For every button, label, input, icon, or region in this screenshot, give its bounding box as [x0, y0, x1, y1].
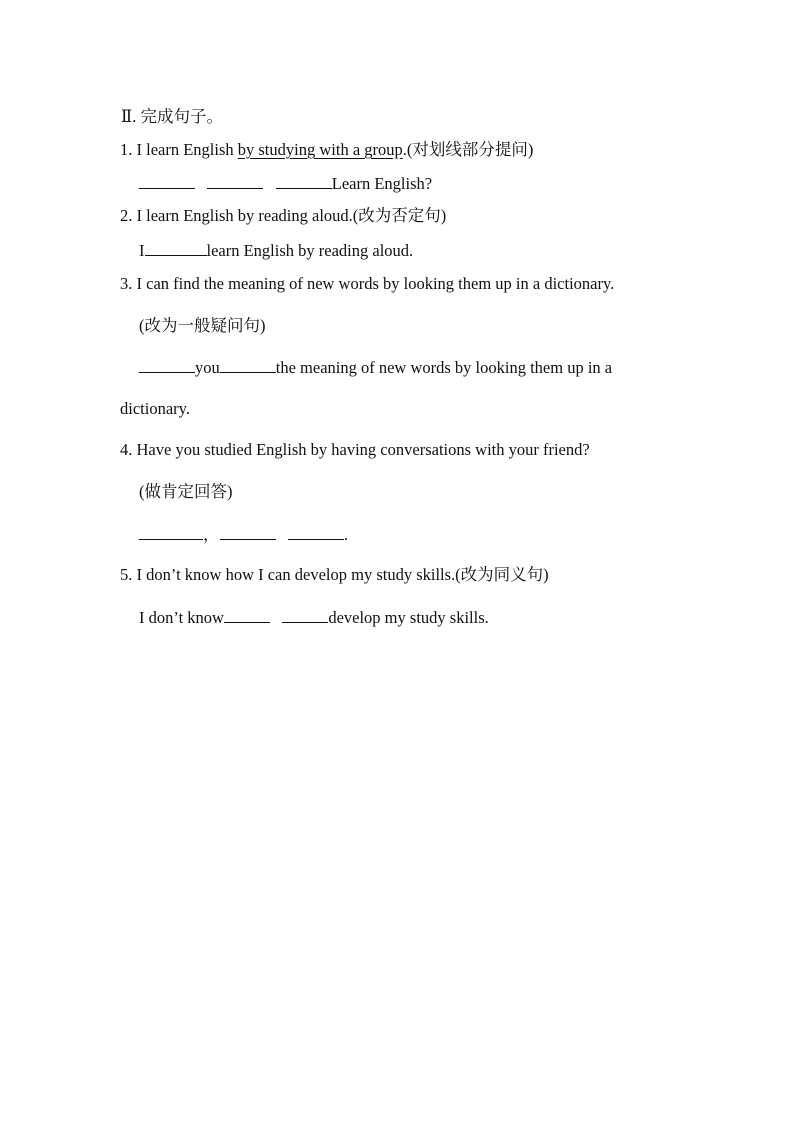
- question-3-text: I can find the meaning of new words by looking them up in a dictionary.: [136, 274, 615, 293]
- question-5-answer: [139, 606, 489, 629]
- answer-blank[interactable]: [139, 356, 195, 373]
- question-1-post: .(对划线部分提问): [402, 140, 534, 159]
- question-2-text: I learn English by reading aloud.(改为否定句): [136, 206, 447, 225]
- question-5-prompt: [120, 564, 549, 586]
- question-5-text: I don’t know how I can develop my study skills.(改为同义句): [136, 565, 549, 584]
- question-1-number: 1.: [120, 140, 133, 159]
- question-3-answer-mid: you: [195, 358, 220, 377]
- question-4-number: 4.: [120, 440, 133, 459]
- question-1-answer-tail: Learn English?: [331, 174, 433, 193]
- answer-blank[interactable]: [139, 523, 203, 540]
- question-1-prompt: [120, 139, 533, 161]
- question-3-number: 3.: [120, 274, 133, 293]
- question-2-number: 2.: [120, 206, 133, 225]
- answer-blank[interactable]: [220, 356, 276, 373]
- section-title: Ⅱ. 完成句子。: [121, 107, 223, 126]
- question-4-answer: [139, 523, 348, 546]
- question-1-pre: I learn English: [136, 140, 238, 159]
- question-1-answer: [139, 172, 432, 195]
- answer-blank[interactable]: [224, 606, 270, 623]
- question-5-number: 5.: [120, 565, 133, 584]
- answer-blank[interactable]: [207, 172, 263, 189]
- question-4-prompt: [120, 439, 590, 461]
- answer-blank[interactable]: [220, 523, 276, 540]
- answer-blank[interactable]: [288, 523, 344, 540]
- question-3-answer-wrap: dictionary.: [120, 399, 190, 418]
- question-2-answer-tail: learn English by reading aloud.: [206, 241, 414, 260]
- question-4-period: .: [343, 525, 348, 544]
- question-3-answer: [139, 356, 612, 379]
- question-4-text: Have you studied English by having conversations with your friend?: [136, 440, 590, 459]
- question-4-comma: ，: [203, 525, 220, 544]
- question-2-answer-head: I: [139, 241, 145, 260]
- answer-blank[interactable]: [145, 239, 207, 256]
- question-4-instruction: (做肯定回答): [139, 482, 233, 501]
- question-3-prompt: [120, 273, 614, 295]
- question-3-instruction: (改为一般疑问句): [139, 316, 266, 335]
- question-1-underlined: by studying with a group: [237, 140, 403, 159]
- answer-blank[interactable]: [282, 606, 328, 623]
- question-5-answer-tail: develop my study skills.: [328, 608, 489, 627]
- question-2-prompt: [120, 205, 446, 227]
- answer-blank[interactable]: [276, 172, 332, 189]
- question-5-answer-head: I don’t know: [139, 608, 224, 627]
- question-3-answer-tail: the meaning of new words by looking them up in a: [275, 358, 613, 377]
- question-2-answer: [139, 239, 413, 262]
- answer-blank[interactable]: [139, 172, 195, 189]
